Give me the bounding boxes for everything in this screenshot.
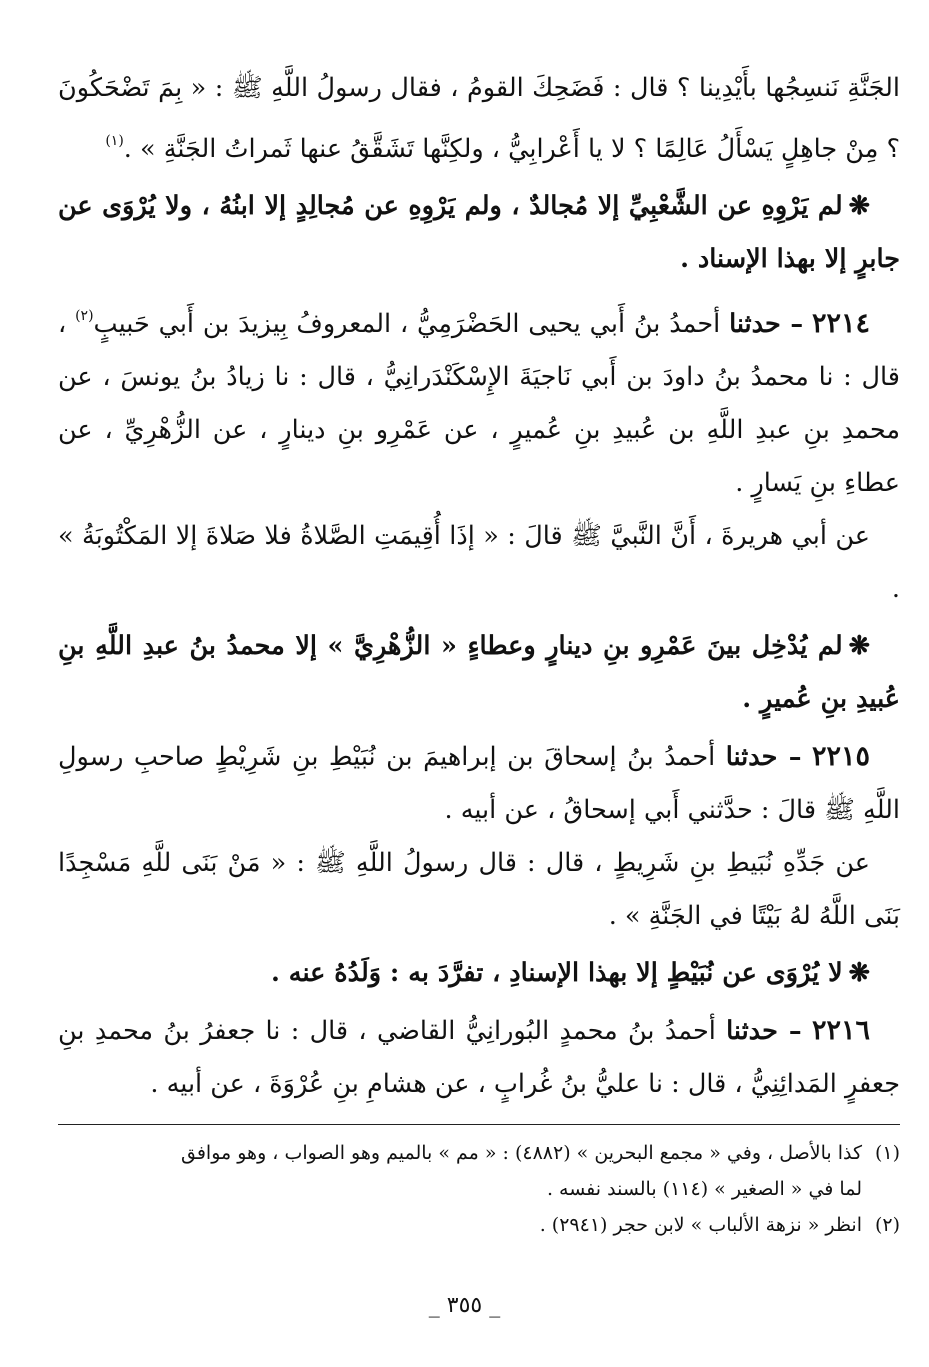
footnote-number: (٢) (874, 1214, 900, 1236)
commentary-text: لم يَرْوِهِ عن الشَّعْبِيِّ إلا مُجالدٌ ، ولم يَرْوِهِ عن مُجالِدٍ إلا ابنُهُ ، ولا يُرْوَى عن جابرٍ إلا بهذا الإسناد . (58, 191, 900, 274)
chain-text: أحمدُ بنُ إسحاقَ بن إبراهيمَ بن نُبَيْطِ بنِ شَرِيْطٍ صاحبِ رسولِ اللَّهِ ﷺ قالَ : حدَّثني أَبي إسحاقُ ، عن أبيه . (58, 742, 900, 825)
star-marker: ❋ (848, 631, 870, 661)
hadith-number: ٢٢١٦ (811, 1015, 870, 1046)
hadith-text: عن أبي هريرةَ ، أَنَّ النَّبيَّ ﷺ قالَ : « إذَا أُقِيمَتِ الصَّلاةُ فلا صَلاةَ إلا المَكْتُوبَةُ » . (58, 521, 900, 604)
hadith-2214-text (58, 510, 900, 616)
hadith-opening: – حدثنا (725, 742, 802, 772)
star-marker: ❋ (848, 191, 870, 221)
commentary-3 (58, 947, 900, 1000)
footnote-number: (١) (874, 1142, 900, 1164)
commentary-2 (58, 620, 900, 726)
hadith-2214-chain (58, 290, 900, 510)
footnotes (58, 1124, 900, 1243)
footnote-text: كذا بالأصل ، وفي « مجمع البحرين » (٤٨٨٢) : « مم » بالميم وهو الصواب ، وهو موافق (181, 1142, 862, 1164)
commentary-text: لا يُرْوَى عن نُبَيْطٍ إلا بهذا الإسنادِ ، تفرَّدَ به : وَلَدُهُ عنه . (271, 958, 843, 988)
commentary-1 (58, 180, 900, 286)
hadith-2215-chain (58, 730, 900, 837)
paragraph-text: الجَنَّةِ نَنسِجُها بأَيْدِينا ؟ قال : فَضَحِكَ القومُ ، فقال رسولُ اللَّهِ ﷺ : « بِمَ تَضْحَكُونَ ؟ مِنْ جاهِلٍ يَسْأَلُ عَالِمًا ؟ لا يا أَعْرابِيُّ ، ولكِنَّها تَشَقَّقُ عنها ثَمراتُ الجَنَّةِ » . (58, 73, 900, 164)
hadith-number: ٢٢١٥ (812, 741, 871, 772)
hadith-text: عن جَدِّهِ نُبَيطِ بنِ شَرِيطٍ ، قال : قال رسولُ اللَّهِ ﷺ : « مَنْ بَنَى للَّهِ مَسْجِدًا بَنَى اللَّهُ لهُ بَيْتًا في الجَنَّةِ » . (58, 848, 900, 931)
paragraph-continuation (58, 62, 900, 176)
footnote-text: لما في « الصغير » (١١٤) بالسند نفسه . (546, 1178, 862, 1200)
footnote-2 (58, 1207, 900, 1243)
chain-text-continued: ، قال : نا محمدُ بنُ داودَ بن أَبي نَاجيَةَ الإِسْكَنْدَرانِيُّ ، قال : نا زيادُ بنُ يونسَ ، عن محمدِ بنِ عبدِ اللَّهِ بن عُبيدِ بنِ عُميرٍ ، عن عَمْرِو بنِ دينارٍ ، عن الزُّهْرِيِّ ، عن عطاءِ بنِ يَسارٍ . (58, 309, 900, 498)
hadith-opening: – حدثنا (729, 309, 804, 339)
hadith-opening: – حدثنا (726, 1016, 802, 1046)
chain-text: أحمدُ بنُ أَبي يحيى الحَضْرَمِيُّ ، المعروفُ بِيزيدَ بن أَبي حَبيبٍ (93, 309, 721, 339)
footnote-ref: (٢) (75, 308, 94, 324)
footnote-text: انظر « نزهة الألباب » لابن حجر (٢٩٤١) . (539, 1214, 862, 1236)
main-text (58, 62, 900, 1111)
footnote-1-continuation (58, 1171, 900, 1207)
hadith-2216-chain (58, 1004, 900, 1111)
page-number: _ ٣٥٥ _ (428, 1293, 501, 1318)
footnote-ref: (١) (105, 133, 124, 149)
hadith-2215-text (58, 837, 900, 943)
chain-text: أحمدُ بنُ محمدٍ البُورانِيُّ القاضي ، قال : نا جعفرُ بنُ محمدِ بنِ جعفرٍ المَدائِنِيُّ ، قال : نا عليُّ بنُ غُرابٍ ، عن هشامِ بنِ عُرْوَةَ ، عن أبيه . (58, 1016, 900, 1099)
hadith-number: ٢٢١٤ (811, 308, 870, 339)
commentary-text: لم يُدْخِل بينَ عَمْرِو بنِ دينارٍ وعطاءٍ « الزُّهْرِيَّ » إلا محمدُ بنُ عبدِ اللَّهِ بنِ عُبيدِ بنِ عُميرٍ . (58, 631, 900, 714)
star-marker: ❋ (848, 958, 870, 988)
footnote-1 (58, 1135, 900, 1171)
